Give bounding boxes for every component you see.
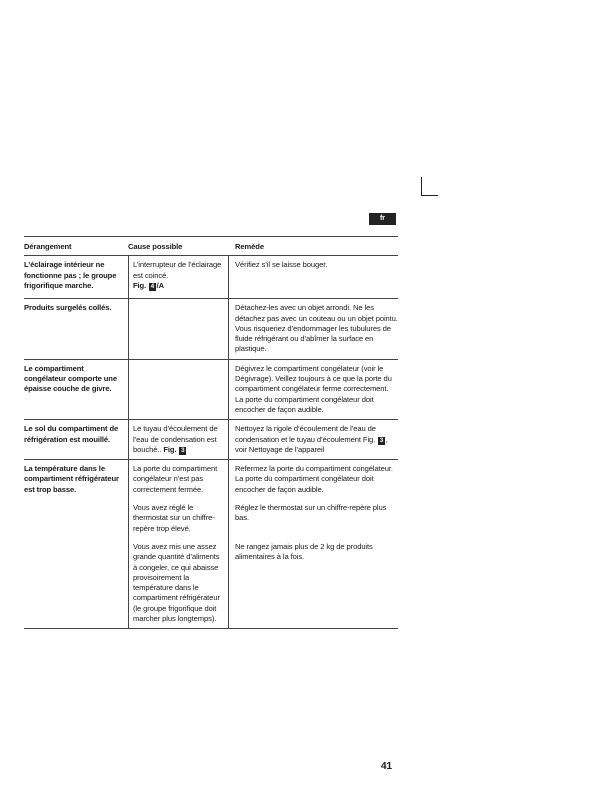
- corner-crop-mark: [421, 177, 438, 196]
- cause-cell: [128, 299, 229, 358]
- problem-cell: L’éclairage intérieur ne fonctionne pas ; le groupe frigorifique marche.: [24, 260, 117, 290]
- cause-cell: Vous avez réglé le thermostat sur un chiffre-repère trop élevé.: [128, 499, 229, 538]
- table-row: [24, 256, 398, 299]
- figure-ref-badge: 3: [379, 436, 384, 444]
- header-cause: Cause possible: [128, 242, 183, 251]
- remedy-cell: Ne rangez jamais plus de 2 kg de produits alimentaires à la fois.: [235, 541, 373, 562]
- figure-ref-badge: 4: [150, 282, 155, 290]
- remedy-cell: Réglez le thermostat sur un chiffre-repère plus bas.: [235, 503, 387, 523]
- cause-cell: [128, 360, 229, 419]
- header-problem: Dérangement: [24, 242, 72, 251]
- cause-cell: Vous avez mis une assez grande quantité d’aliments à congeler, ce qui abaisse provisoirement la température dans le compartiment réfrigérateur (le groupe frigorifique doit marcher plus longtemps).: [128, 538, 229, 628]
- page-number: 41: [381, 761, 393, 772]
- cause-cell: L’interrupteur de l’éclairage est coincé. Fig. 4 /A: [128, 256, 229, 298]
- table-header: [24, 236, 398, 256]
- remedy-cell: Refermez la porte du compartiment congélateur. La porte du compartiment congélateur doit encocher de façon audible.: [235, 464, 393, 494]
- figure-ref-badge: 3: [180, 446, 185, 454]
- remedy-cell: Vérifiez s’il se laisse bouger.: [235, 260, 328, 270]
- header-remedy: Remède: [235, 242, 264, 251]
- problem-cell: Le sol du compartiment de réfrigération est mouillé.: [24, 424, 119, 444]
- table-row: [24, 460, 398, 629]
- problem-cell: Produits surgelés collés.: [24, 303, 112, 313]
- cause-cell: La porte du compartiment congélateur n’est pas correctement fermée.: [128, 460, 229, 499]
- table-row: [24, 299, 398, 359]
- problem-cell: Le compartiment congélateur comporte une épaisse couche de givre.: [24, 363, 117, 394]
- troubleshooting-table: [24, 236, 398, 629]
- remedy-cell: Détachez-les avec un objet arrondi. Ne les détachez pas avec un couteau ou un objet pointu. Vous risqueriez d’endommager les tubulures de fluide réfrigérant ou d’abîmer la surface en plastique.: [235, 303, 398, 354]
- cause-cell: Le tuyau d’écoulement de l’eau de condensation est bouché.. Fig. 3: [128, 420, 229, 459]
- remedy-cell: Dégivrez le compartiment congélateur (voir le Dégivrage). Veillez toujours à ce que la porte du compartiment congélateur ferme correctement. La porte du compartiment congélateur doit encocher de façon audible.: [235, 363, 392, 414]
- problem-cell: La température dans le compartiment réfrigérateur est trop basse.: [24, 464, 119, 494]
- language-badge: fr: [369, 213, 396, 225]
- table-row: [24, 360, 398, 420]
- table-row: [24, 420, 398, 460]
- remedy-cell: Nettoyez la rigole d’écoulement de l’eau de condensation et le tuyau d’écoulement Fig. 3 , voir Nettoyage de l’appareil: [235, 424, 388, 454]
